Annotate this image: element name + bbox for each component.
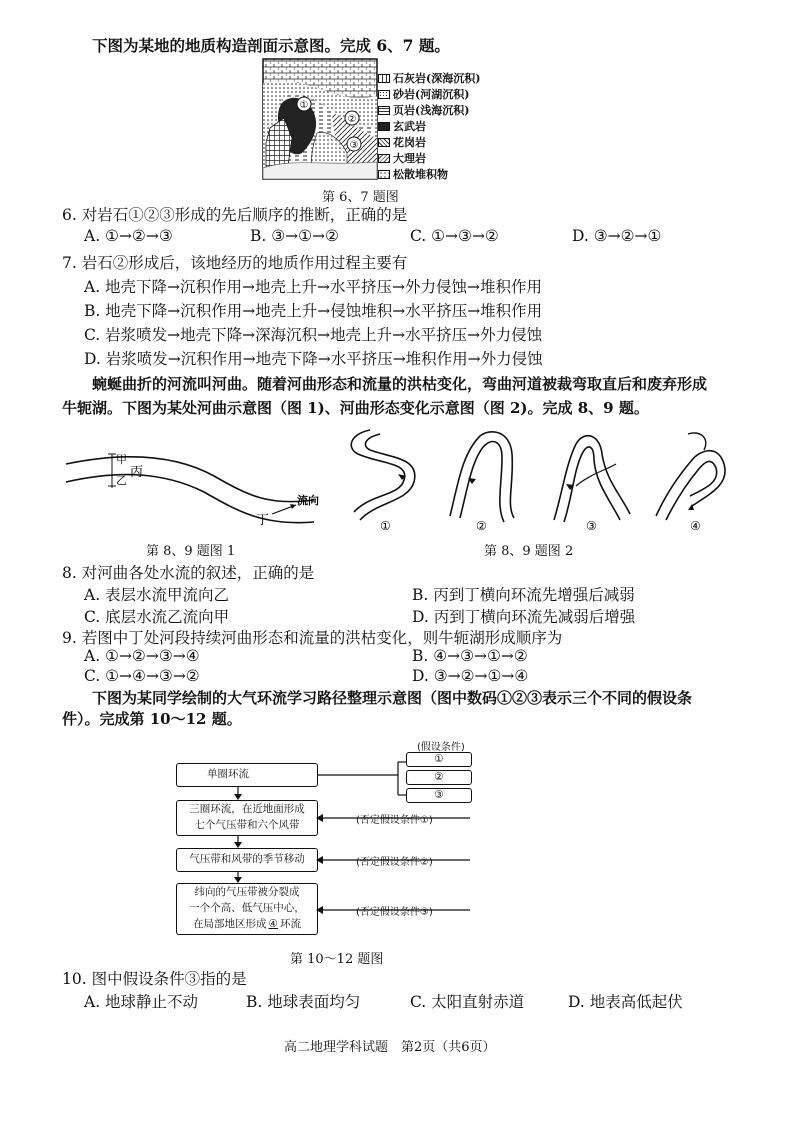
figure-caption-8-9-2: 第 8、9 题图 2 (484, 544, 574, 559)
q9-option-d: D. ③→②→①→④ (412, 667, 529, 685)
q10-option-a: A. 地球静止不动 (84, 993, 199, 1011)
legend-granite: 花岗岩 (378, 134, 426, 150)
q6-option-a: A. ①→②→③ (84, 227, 173, 245)
q7-option-b: B. 地壳下降→沉积作用→地壳上升→侵蚀堆积→水平挤压→堆积作用 (84, 302, 543, 320)
meander-stage-4 (656, 433, 725, 533)
q8-option-b: B. 丙到丁横向环流先增强后减弱 (412, 586, 635, 604)
figure-caption-8-9-1: 第 8、9 题图 1 (146, 544, 236, 559)
meander-stage-3-label: ③ (586, 519, 597, 533)
legend-basalt: 玄武岩 (378, 118, 426, 134)
q9-option-c: C. ①→④→③→② (84, 667, 200, 685)
label-bing: 丙 (130, 465, 144, 480)
section3-intro-line2: 件）。完成第 10～12 题。 (62, 710, 242, 728)
blank-4: ④ (268, 917, 278, 930)
q8-option-a: A. 表层水流甲流向乙 (84, 586, 230, 604)
box-seasonal-shift: 气压带和风带的季节移动 (176, 848, 318, 872)
q10-stem: 10. 图中假设条件③指的是 (62, 970, 247, 988)
q7-option-a: A. 地壳下降→沉积作用→地壳上升→水平挤压→外力侵蚀→堆积作用 (84, 278, 542, 296)
q8-stem: 8. 对河曲各处水流的叙述，正确的是 (62, 564, 315, 582)
river-meander-figure-1 (64, 448, 334, 536)
section3-intro-line1: 下图为某同学绘制的大气环流学习路径整理示意图（图中数码①②③表示三个不同的假设条 (92, 689, 693, 707)
figure-caption-6-7: 第 6、7 题图 (322, 190, 399, 205)
q10-option-d: D. 地表高低起伏 (568, 993, 683, 1011)
meander-stage-3 (554, 436, 630, 533)
q8-option-d: D. 丙到丁横向环流先减弱后增强 (412, 608, 636, 626)
figure-caption-10-12: 第 10～12 题图 (290, 952, 384, 967)
q10-option-c: C. 太阳直射赤道 (410, 993, 525, 1011)
q7-stem: 7. 岩石②形成后，该地经历的地质作用过程主要有 (62, 254, 408, 272)
box-three-cell-circulation: 三圈环流，在近地面形成 七个气压带和六个风带 (176, 800, 318, 836)
q9-option-a: A. ①→②→③→④ (84, 647, 200, 665)
q8-option-c: C. 底层水流乙流向甲 (84, 608, 230, 626)
label-flow-direction: 流向 (297, 494, 319, 507)
section1-intro: 下图为某地的地质构造剖面示意图。完成 6、7 题。 (92, 36, 450, 55)
q6-option-d: D. ③→②→① (572, 227, 662, 245)
assumption-1: ① (406, 752, 472, 767)
negate-assumption-2: (否定假设条件②) (356, 857, 433, 868)
assumption-title: (假设条件) (417, 742, 465, 753)
legend-marble: 大理岩 (378, 150, 426, 166)
section2-intro-line2: 牛轭湖。下图为某处河曲示意图（图 1)、河曲形态变化示意图（图 2)。完成 8、9 题。 (62, 399, 649, 417)
label-yi: 乙 (116, 474, 127, 487)
q10-option-b: B. 地球表面均匀 (246, 993, 361, 1011)
legend-sandstone: 砂岩(河湖沉积) (378, 86, 469, 102)
meander-stage-4-label: ④ (690, 519, 701, 533)
meander-stage-2-label: ② (476, 519, 487, 533)
rock-label-1: ① (299, 100, 309, 111)
q9-stem: 9. 若图中丁处河段持续河曲形态和流量的洪枯变化，则牛轭湖形成顺序为 (62, 629, 563, 647)
label-ding: 丁 (256, 513, 270, 528)
meander-stage-1-label: ① (380, 519, 391, 533)
section2-intro-line1: 蜿蜒曲折的河流叫河曲。随着河曲形态和流量的洪枯变化，弯曲河道被裁弯取直后和废弃形成 (92, 375, 708, 393)
river-meander-figure-2 (340, 424, 740, 536)
q6-stem: 6. 对岩石①②③形成的先后顺序的推断，正确的是 (62, 206, 408, 224)
negate-assumption-1: (否定假设条件①) (356, 815, 433, 826)
page-footer: 高二地理学科试题 第2页（共6页） (284, 1040, 496, 1055)
rock-label-2: ② (347, 114, 357, 125)
meander-stage-2 (450, 432, 514, 533)
assumption-3: ③ (406, 788, 472, 803)
q7-option-c: C. 岩浆喷发→地壳下降→深海沉积→地壳上升→水平挤压→外力侵蚀 (84, 326, 543, 344)
geology-cross-section (262, 58, 378, 180)
box-split-pressure-belts: 纬向的气压带被分裂成 一个个高、低气压中心， 在局部地区形成 ④ 环流 (176, 883, 318, 935)
box-single-cell-circulation: 单圈环流 (176, 763, 318, 787)
q6-option-b: B. ③→①→② (250, 227, 339, 245)
label-jia: 甲 (116, 453, 127, 466)
negate-assumption-3: (否定假设条件③) (356, 907, 433, 918)
meander-stage-1 (351, 430, 415, 533)
q6-option-c: C. ①→③→② (410, 227, 499, 245)
assumption-2: ② (406, 770, 472, 785)
rock-label-3: ③ (349, 140, 359, 151)
legend-loose-deposit: 松散堆积物 (378, 166, 448, 182)
q9-option-b: B. ④→③→①→② (412, 647, 528, 665)
q7-option-d: D. 岩浆喷发→沉积作用→地壳下降→水平挤压→堆积作用→外力侵蚀 (84, 350, 543, 368)
legend-limestone: 石灰岩(深海沉积) (378, 70, 480, 86)
legend-shale: 页岩(浅海沉积) (378, 102, 469, 118)
